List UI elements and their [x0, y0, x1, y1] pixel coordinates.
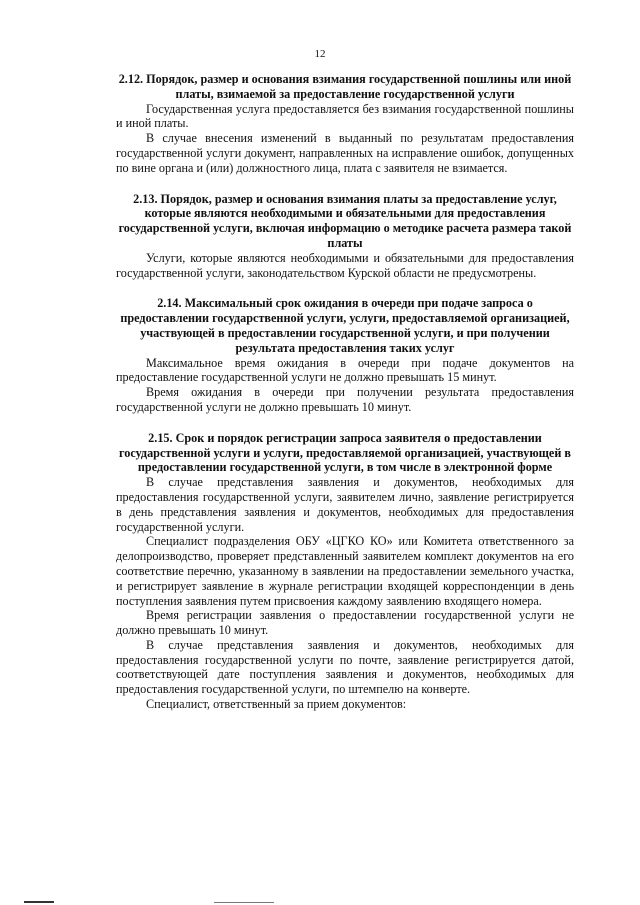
section-2-15: [116, 431, 574, 712]
paragraph: В случае внесения изменений в выданный по результатам предоставления государственной услуги документ, направленных на исправление ошибок, допущенных по вине органа и (или) должностного лица, плата с заявителя не взимается.: [116, 131, 574, 175]
paragraph: Услуги, которые являются необходимыми и обязательными для предоставления государственной услуги, законодательством Курской области не предусмотрены.: [116, 250, 574, 280]
section-2-12: [116, 72, 574, 176]
section-2-13: [116, 192, 574, 281]
paragraph: Государственная услуга предоставляется без взимания государственной пошлины и иной платы.: [116, 101, 574, 131]
paragraph: Время регистрации заявления о предоставлении государственной услуги не должно превышать 10 минут.: [116, 608, 574, 638]
section-2-14: [116, 296, 574, 414]
page-number: 12: [314, 48, 326, 60]
document-body: [116, 72, 574, 728]
scan-artifact: [214, 902, 274, 903]
paragraph: Время ожидания в очереди при получении результата предоставления государственной услуги не должно превышать 10 минут.: [116, 385, 574, 414]
section-heading: 2.13. Порядок, размер и основания взимания платы за предоставление услуг, которые являются необходимыми и обязательными для предоставления государственной услуги, включая информацию о методике расчета размера такой платы: [118, 191, 572, 250]
section-heading: 2.12. Порядок, размер и основания взимания государственной пошлины или иной платы, взимаемой за предоставление государственной услуги: [118, 72, 572, 101]
paragraph: Специалист, ответственный за прием документов:: [146, 697, 407, 712]
scan-artifact: [24, 901, 54, 903]
paragraph: В случае представления заявления и документов, необходимых для предоставления государственной услуги, заявителем лично, заявление регистрируется в день представления заявления и документов, необходимых для предоставления государственной услуги.: [116, 475, 574, 534]
paragraph: Максимальное время ожидания в очереди при подаче документов на предоставление государственной услуги не должно превышать 15 минут.: [116, 355, 574, 385]
paragraph: Специалист подразделения ОБУ «ЦГКО КО» или Комитета ответственного за делопроизводство, проверяет представленный заявителем комплект документов на его соответствие перечню, указанному в заявлении на предоставлении земельного участка, и регистрирует заявление в журнале регистрации входящей корреспонденции в день поступления заявления путем присвоения каждому заявлению входящего номера.: [116, 534, 574, 608]
section-heading: 2.15. Срок и порядок регистрации запроса заявителя о предоставлении государственной услуги и услуги, предоставляемой организацией, участвующей в предоставлении государственной услуги, в том числе в электронной форме: [119, 430, 571, 475]
section-heading: 2.14. Максимальный срок ожидания в очереди при подаче запроса о предоставлении государственной услуги, услуги, предоставляемой организацией, участвующей в предоставлении государственной услуги, и при получении результата предоставления таких услуг: [120, 296, 570, 355]
paragraph: В случае представления заявления и документов, необходимых для предоставления государственной услуги по почте, заявление регистрируется датой, соответствующей дате поступления заявления и документов, необходимых для предоставления государственной услуги, по штемпелю на конверте.: [116, 637, 574, 697]
